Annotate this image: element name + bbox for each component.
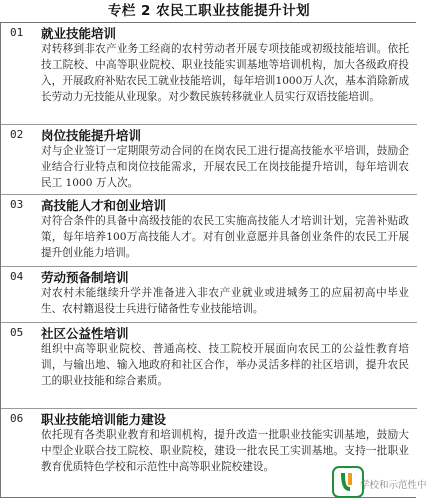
section-body: 对农村未能继续升学并准备进入非农产业就业或进城务工的应届初高中毕业生、农村籍退役士兵进行储备性专业技能培训。 (41, 287, 409, 315)
watermark-text: 学校和示范性中 (360, 480, 427, 491)
section-heading: 职业技能培训能力建设 (41, 412, 167, 427)
section-number: 02 (10, 128, 24, 141)
section-number: 05 (10, 326, 24, 339)
section-03 (1, 195, 417, 267)
section-heading: 高技能人才和创业培训 (41, 198, 167, 213)
plan-table (0, 22, 416, 498)
section-05 (1, 323, 417, 409)
section-04 (1, 267, 417, 323)
section-heading: 岗位技能提升培训 (41, 128, 142, 143)
section-number: 03 (10, 198, 24, 211)
section-heading: 就业技能培训 (41, 26, 117, 41)
section-number: 04 (10, 270, 24, 283)
section-02 (1, 125, 417, 195)
section-body: 对符合条件的具备中高级技能的农民工实施高技能人才培训计划，完善补贴政策，每年培养100万高技能人才。对有创业意愿并具备创业条件的农民工开展提升创业能力培训。 (41, 215, 409, 259)
section-body: 依托现有各类职业教育和培训机构，提升改造一批职业技能实训基地，鼓励大中型企业联合技工院校、职业院校，建设一批农民工实训基地。支持一批职业教育优质特色学校和示范性中高等职业院校建设。 (41, 429, 409, 473)
section-number: 06 (10, 412, 24, 425)
section-number: 01 (10, 26, 24, 39)
section-body: 组织中高等职业院校、普通高校、技工院校开展面向农民工的公益性教育培训，与输出地、输入地政府和社区合作，举办灵活多样的社区培训，提升农民工的职业技能和综合素质。 (41, 343, 409, 387)
section-01 (1, 23, 417, 125)
section-heading: 劳动预备制培训 (41, 270, 129, 285)
section-body: 对与企业签订一定期限劳动合同的在岗农民工进行提高技能水平培训，鼓励企业结合行业特点和岗位技能需求，开展农民工在岗技能提升培训，每年培训农民工 1000 万人次。 (41, 145, 409, 189)
section-body: 对转移到非农产业务工经商的农村劳动者开展专项技能或初级技能培训。依托技工院校、中高等职业院校、职业技能实训基地等培训机构，加大各级政府投入，开展政府补贴农民工就业技能培训，每年培训1000万人次，基本消除新成长劳动力无技能从业现象。对少数民族转移就业人员实行双语技能培训。 (41, 43, 409, 103)
section-heading: 社区公益性培训 (41, 326, 129, 341)
page-title: 专栏 2 农民工职业技能提升计划 (107, 3, 311, 19)
